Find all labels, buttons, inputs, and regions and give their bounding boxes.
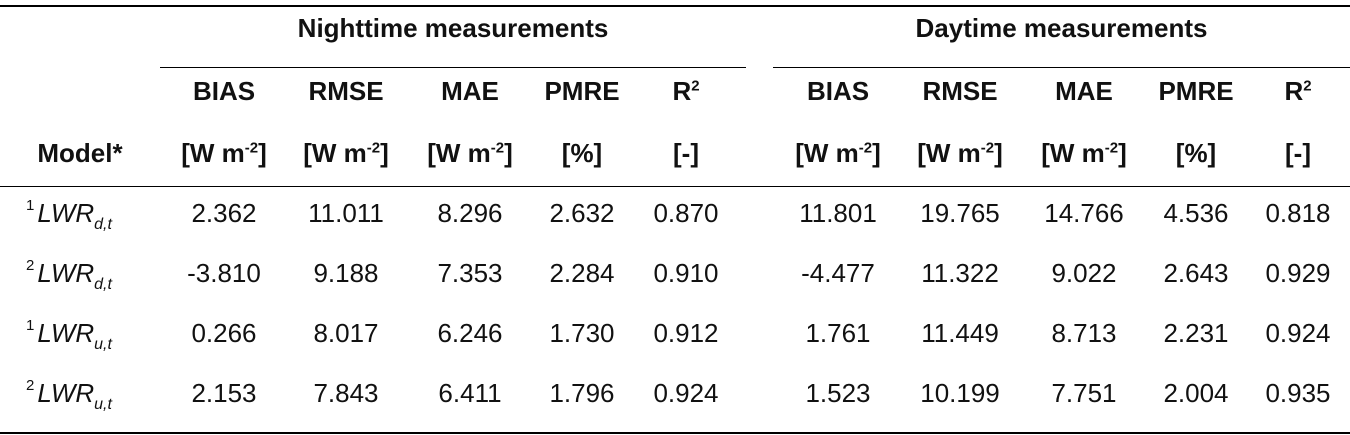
table-cell: 0.912 [653,318,719,348]
table-cell: 2.153 [191,378,257,408]
day-group-rule [773,67,1350,68]
header-bias-day: BIAS [806,76,870,106]
model-header: Model* [37,138,123,168]
table-cell: 8.296 [437,198,503,228]
table-cell: 6.411 [438,378,502,408]
model-label: $^2$ $LWR_{u,t}$ [26,377,112,413]
header-mae-day: MAE [1055,76,1113,106]
table-cell: 19.765 [920,198,1000,228]
table-cell: 0.929 [1265,258,1331,288]
table-cell: 11.322 [921,258,999,288]
table-cell: 0.910 [653,258,719,288]
header-pmre-day: PMRE [1158,76,1234,106]
unit-r2-night: [-] [673,138,699,168]
table-cell: 10.199 [920,378,1000,408]
unit-mae-day: [W $m^{-2}$] [1041,138,1127,168]
bottom-rule [0,432,1350,434]
header-rmse-night: RMSE [308,76,384,106]
unit-rmse-day: [W $m^{-2}$] [917,138,1003,168]
group-header-day: Daytime measurements [915,13,1208,43]
table-cell: 9.022 [1051,258,1117,288]
table-cell: 11.801 [799,198,877,228]
header-pmre-night: PMRE [544,76,620,106]
header-rule [0,186,1350,187]
table-cell: 0.266 [191,318,257,348]
unit-bias-day: [W $m^{-2}$] [795,138,881,168]
table-cell: 11.449 [921,318,999,348]
table-cell: 6.246 [437,318,503,348]
table-cell: 2.004 [1163,378,1229,408]
table-cell: 0.870 [653,198,719,228]
table-cell: 9.188 [313,258,379,288]
group-header-night: Nighttime measurements [297,13,609,43]
unit-mae-night: [W $m^{-2}$] [427,138,513,168]
table-cell: 2.362 [191,198,257,228]
table-cell: 2.643 [1163,258,1229,288]
table-cell: 0.935 [1265,378,1331,408]
table-cell: 2.284 [549,258,615,288]
table-cell: 0.924 [653,378,719,408]
model-label: $^2$ $LWR_{d,t}$ [26,257,112,293]
header-mae-night: MAE [441,76,499,106]
table-cell: 8.713 [1051,318,1117,348]
night-group-rule [160,67,746,68]
unit-pmre-day: [%] [1175,138,1217,168]
table-cell: 7.751 [1051,378,1117,408]
table-cell: 7.353 [437,258,503,288]
header-bias-night: BIAS [192,76,256,106]
unit-rmse-night: [W $m^{-2}$] [303,138,389,168]
table-cell: 2.231 [1163,318,1229,348]
header-rmse-day: RMSE [922,76,998,106]
unit-r2-day: [-] [1285,138,1311,168]
table-cell: 1.761 [805,318,871,348]
table-cell: 1.523 [805,378,871,408]
model-label: $^1$ $LWR_{u,t}$ [26,317,112,353]
table-cell: 1.730 [549,318,615,348]
table-cell: -3.810 [187,258,261,288]
table-cell: 7.843 [313,378,379,408]
table-cell: -4.477 [801,258,875,288]
model-label: $^1$ $LWR_{d,t}$ [26,197,112,233]
table-cell: 0.818 [1265,198,1331,228]
table-cell: 14.766 [1044,198,1124,228]
header-r2-day: $R^2$ [1284,76,1312,106]
header-r2-night: $R^2$ [672,76,700,106]
table-cell: 11.011 [308,198,384,228]
table-cell: 0.924 [1265,318,1331,348]
table-cell: 1.796 [549,378,615,408]
top-rule [0,5,1350,7]
unit-pmre-night: [%] [561,138,603,168]
table-cell: 2.632 [549,198,615,228]
table-cell: 8.017 [313,318,379,348]
table-cell: 4.536 [1163,198,1229,228]
unit-bias-night: [W $m^{-2}$] [181,138,267,168]
